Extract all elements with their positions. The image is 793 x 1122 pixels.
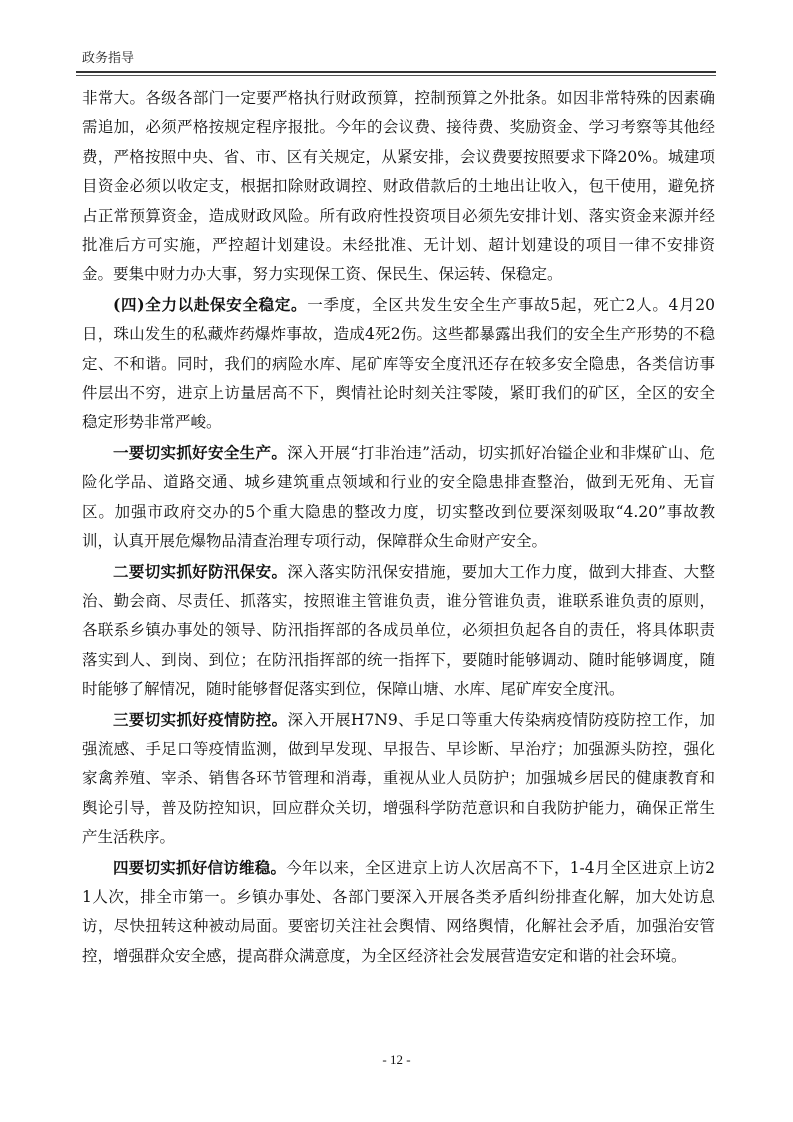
paragraph-text: 非常大。各级各部门一定要严格执行财政预算，控制预算之外批条。如因非常特殊的因素确需追加，必须严格按规定程序报批。今年的会议费、接待费、奖励资金、学习考察等其他经费，严格按照中央、省、市、区有关规定，从紧安排，会议费要按照要求下降20%。城建项目资金必须以收定支，根据扣除财政调控、财政借款后的土地出让收入，包干使用，避免挤占正常预算资金，造成财政风险。所有政府性投资项目必须先安排计划、落实资金来源并经批准后方可实施，严控超计划建设。未经批准、无计划、超计划建设的项目一律不安排资金。要集中财力办大事，努力实现保工资、保民生、保运转、保稳定。 <box>82 89 715 284</box>
paragraph-text: 深入开展“打非治违”活动，切实抓好冶镒企业和非煤矿山、危险化学品、道路交通、城乡建筑重点领域和行业的安全隐患排查整治，做到无死角、无盲区。加强市政府交办的5个重大隐患的整改力度，切实整改到位要深刻吸取“4.20”事故教训，认真开展危爆物品清查治理专项行动，保障群众生命财产安全。 <box>82 443 715 551</box>
paragraph-petition-stability <box>82 853 715 972</box>
running-header: 政务指导 <box>82 51 135 66</box>
paragraph-production-safety <box>82 438 715 557</box>
paragraph-text: 一季度，全区共发生安全生产事故5起，死亡2人。4月20日，珠山发生的私藏炸药爆炸事故，造成4死2伤。这些都暴露出我们的安全生产形势的不稳定、不和谐。同时，我们的病险水库、尾矿库等安全度汛还存在较多安全隐患，各类信访事件层出不穷，进京上访量居高不下，舆情社论时刻关注零陵，紧盯我们的矿区，全区的安全稳定形势非常严峻。 <box>82 295 716 432</box>
paragraph-lead: 四要切实抓好信访维稳。 <box>113 857 287 877</box>
document-body <box>82 83 715 971</box>
paragraph-epidemic-control <box>82 705 715 853</box>
page-number: - 12 - <box>382 1052 411 1067</box>
paragraph-text: 深入开展H7N9、手足口等重大传染病疫情防疫防控工作，加强流感、手足口等疫情监测，做到早发现、早报告、早诊断、早治疗；加强源头防控，强化家禽养殖、宰杀、销售各环节管理和消毒，重视从业人员防护；加强城乡居民的健康教育和舆论引导，普及防控知识，回应群众关切，增强科学防范意识和自我防护能力，确保正常生产生活秩序。 <box>82 710 715 847</box>
paragraph-flood-control <box>82 557 715 705</box>
paragraph-text: 今年以来，全区进京上访人次居高不下，1-4月全区进京上访21人次，排全市第一。乡镇办事处、各部门要深入开展各类矛盾纠纷排查化解，加大处访息访，尽快扭转这种被动局面。要密切关注社会舆情、网络舆情，化解社会矛盾，加强治安管控，增强群众安全感，提高群众满意度，为全区经济社会发展营造安定和谐的社会环境。 <box>82 858 715 965</box>
paragraph-safety-stability <box>82 290 715 438</box>
header-rule-thick <box>76 71 716 73</box>
paragraph-lead: (四)全力以赴保安全稳定。 <box>113 294 308 314</box>
paragraph-budget-continued <box>82 83 715 290</box>
header-rule-thin <box>76 75 716 76</box>
paragraph-text: 深入落实防汛保安措施，要加大工作力度，做到大排查、大整治、勤会商、尽责任、抓落实，按照谁主管谁负责，谁分管谁负责，谁联系谁负责的原则，各联系乡镇办事处的领导、防汛指挥部的各成员单位，必须担负起各自的责任，将具体职责落实到人、到岗、到位；在防汛指挥部的统一指挥下，要随时能够调动、随时能够调度，随时能够了解情况，随时能够督促落实到位，保障山塘、水库、尾矿库安全度汛。 <box>82 562 715 699</box>
paragraph-lead: 一要切实抓好安全生产。 <box>113 442 288 462</box>
paragraph-lead: 三要切实抓好疫情防控。 <box>113 709 288 729</box>
paragraph-lead: 二要切实抓好防汛保安。 <box>113 561 288 581</box>
